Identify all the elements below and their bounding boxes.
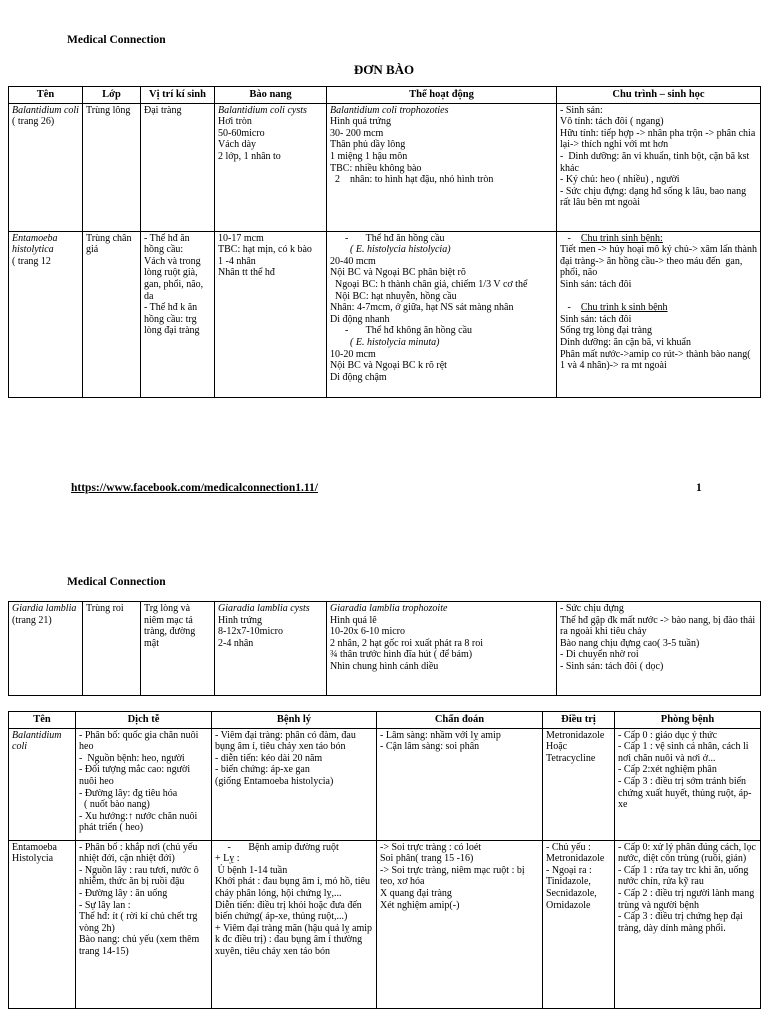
cell-pathology: - Bệnh amip đường ruột + Lỵ : Ủ bệnh 1-14 tuần Khởi phát : đau bụng âm ỉ, mỏ hồ, tiêu chảy phân lỏng, hội chứng lỵ,... Diễn tiến: điều trị khỏi hoặc đưa đến biến chứng( áp-xe, thủng ruột,...) + Viêm đại tràng mãn (hậu quả lỵ amip k đc điều trị) : đau bụng âm ỉ thường xuyên, tiêu chảy xen táo bón [212,840,377,1008]
col-trophozoite-header: Thể hoạt động [327,87,557,104]
col-epidemiology-header: Dịch tễ [76,712,212,729]
col-name-header: Tên [9,87,83,104]
cell-cyst: Balantidium coli cysts Hơi tròn 50-60micro Vách dày 2 lớp, 1 nhân to [215,103,327,231]
table-header-row [9,87,761,104]
col-cyst-header: Bào nang [215,87,327,104]
cell-cycle: - Chu trình sinh bệnh: Tiết men -> hủy hoại mô ký chủ-> xâm lấn thành đại tràng-> ăn hồng cầu-> theo máu đến gan, phổi, não Sinh sản: tách đôi - Chu trình k sinh bệnh Sinh sản: tách đôi Sống trg lòng đại tràng Dinh dưỡng: ăn cặn bã, vi khuẩn Phân mất nước->amip co rút-> thành bào nang( 1 và 4 nhân)-> ra mt ngoài [557,231,761,397]
document-header-page2: Medical Connection [67,576,166,588]
cell-cycle: - Sinh sản: Vô tính: tách đôi ( ngang) Hữu tính: tiếp hợp -> nhân pha trộn -> phân chia lại-> thích nghi với mt hơn - Dinh dưỡng: ăn vi khuẩn, tinh bột, cặn bã kst khác - Ký chủ: heo ( nhiều) , người - Sức chịu đựng: dạng hđ sống k lâu, bao nang rất lâu bên mt ngoài [557,103,761,231]
cell-diagnosis: -> Soi trực tràng : có loét Soi phân( trang 15 -16) -> Soi trực tràng, niêm mạc ruột : bị teo, xơ hóa X quang đại tràng Xét nghiệm amip(-) [377,840,543,1008]
protozoa-table-1 [8,86,761,398]
cell-location: Đại tràng [141,103,215,231]
cell-class: Trùng lông [83,103,141,231]
col-cycle-header: Chu trình – sinh học [557,87,761,104]
document-header: Medical Connection [67,34,166,46]
col-pathology-header: Bệnh lý [212,712,377,729]
table-row [9,840,761,1008]
cell-class: Trùng chân giả [83,231,141,397]
cell-pathology: - Viêm đại tràng: phân có đàm, đau bụng âm ỉ, tiêu chảy xen táo bón - diễn tiến: kéo dài 20 năm - biến chứng: áp-xe gan (giống Entamoeba histolycia) [212,728,377,840]
cell-trophozoite: - Thể hđ ăn hồng cầu ( E. histolycia histolycia) 20-40 mcm Nội BC và Ngoại BC phân biệt rõ Ngoại BC: h thành chân giả, chiếm 1/3 V cơ thể Nội BC: hạt nhuyễn, hồng cầu Nhân: 4-7mcm, ở giữa, hạt NS sát màng nhân Di động nhanh - Thể hđ không ăn hồng cầu ( E. histolycia minuta) 10-20 mcm Nội BC và Ngoại BC k rõ rệt Di động chậm [327,231,557,397]
cell-trophozoite: Balantidium coli trophozoties Hình quả trứng 30- 200 mcm Thân phủ dầy lông 1 miệng 1 hậu môn TBC: nhiều không bào 2 nhân: to hình hạt đậu, nhỏ hình tròn [327,103,557,231]
cell-name: Entamoeba histolytica ( trang 12 [9,231,83,397]
table-row [9,728,761,840]
table-row [9,231,761,397]
col-class-header: Lớp [83,87,141,104]
page-number: 1 [696,482,702,494]
cell-name: Balantidium coli ( trang 26) [9,103,83,231]
table-row [9,602,761,696]
cell-trophozoite: Giaradia lamblia trophozoite Hình quả lê 10-20x 6-10 micro 2 nhân, 2 hạt gốc roi xuất phát ra 8 roi ¾ thân trước hình đĩa hút ( để bám) Nhìn chung hình cánh diều [327,602,557,696]
cell-epidemiology: - Phân bố : khắp nơi (chủ yếu nhiệt đới, cận nhiệt đới) - Nguồn lây : rau tươi, nước ô nhiễm, thức ăn bị ruồi đậu - Đường lây : ăn uống - Sự lây lan : Thể hđ: ít ( rời kí chủ chết trg vòng 2h) Bào nang: chủ yếu (xem thêm trang 14-15) [76,840,212,1008]
cell-epidemiology: - Phân bố: quốc gia chăn nuôi heo - Nguồn bệnh: heo, người - Đối tượng mắc cao: người nuôi heo - Đường lây: đg tiêu hóa ( nuốt bào nang) - Xu hướng:↑ nước chăn nuôi phát triển ( heo) [76,728,212,840]
cell-treatment: Metronidazole Hoặc Tetracycline [543,728,615,840]
cell-cyst: Giaradia lamblia cysts Hình trứng 8-12x7-10micro 2-4 nhân [215,602,327,696]
cell-name: Entamoeba Histolycia [9,840,76,1008]
disease-table [8,711,761,1009]
cell-treatment: - Chủ yếu : Metronidazole - Ngoại ra : Tinidazole, Secnidazole, Ornidazole [543,840,615,1008]
cell-class: Trùng roi [83,602,141,696]
document-title: ĐƠN BÀO [353,62,415,77]
col-name-header: Tên [9,712,76,729]
col-treatment-header: Điều trị [543,712,615,729]
cell-diagnosis: - Lâm sàng: nhầm với lỵ amip - Cận lâm sàng: soi phân [377,728,543,840]
col-prevention-header: Phòng bệnh [615,712,761,729]
cell-location: - Thể hđ ăn hồng cầu: Vách và trong lòng ruột già, gan, phổi, não, da - Thể hđ k ăn hồng cầu: trg lòng đại tràng [141,231,215,397]
col-diagnosis-header: Chẩn đoán [377,712,543,729]
protozoa-table-2 [8,601,761,696]
cell-prevention: - Cấp 0 : giáo dục ý thức - Cấp 1 : vệ sinh cá nhân, cách li nơi chăn nuôi và nơi ở... - Cấp 2:xét nghiệm phân - Cấp 3 : điều trị sớm tránh biến chứng xuất huyết, thủng ruột, áp-xe [615,728,761,840]
cell-name: Giardia lamblia (trang 21) [9,602,83,696]
col-location-header: Vị trí kí sinh [141,87,215,104]
cell-name: Balantidium coli [9,728,76,840]
table-row [9,103,761,231]
cell-location: Trg lòng và niêm mạc tá tràng, đường mật [141,602,215,696]
cell-cycle: - Sức chịu đựng Thể hđ gặp đk mất nước -> bào nang, bị đào thải ra ngoài khi tiêu chảy Bào nang chịu đựng cao( 3-5 tuần) - Di chuyển nhờ roi - Sinh sản: tách đôi ( dọc) [557,602,761,696]
cell-prevention: - Cấp 0: xử lý phân đúng cách, lọc nước, diệt côn trùng (ruồi, gián) - Cấp 1 : rửa tay trc khi ăn, uống nước chín, rửa kỹ rau - Cấp 2 : điều trị người lành mang trùng và người bệnh - Cấp 3 : điều trị chứng hẹp đại tràng, dày dính màng phổi. [615,840,761,1008]
table-header-row [9,712,761,729]
facebook-link[interactable]: https://www.facebook.com/medicalconnection1.11/ [71,482,318,494]
cell-cyst: 10-17 mcm TBC: hạt mịn, có k bào 1 -4 nhân Nhân tt thể hđ [215,231,327,397]
